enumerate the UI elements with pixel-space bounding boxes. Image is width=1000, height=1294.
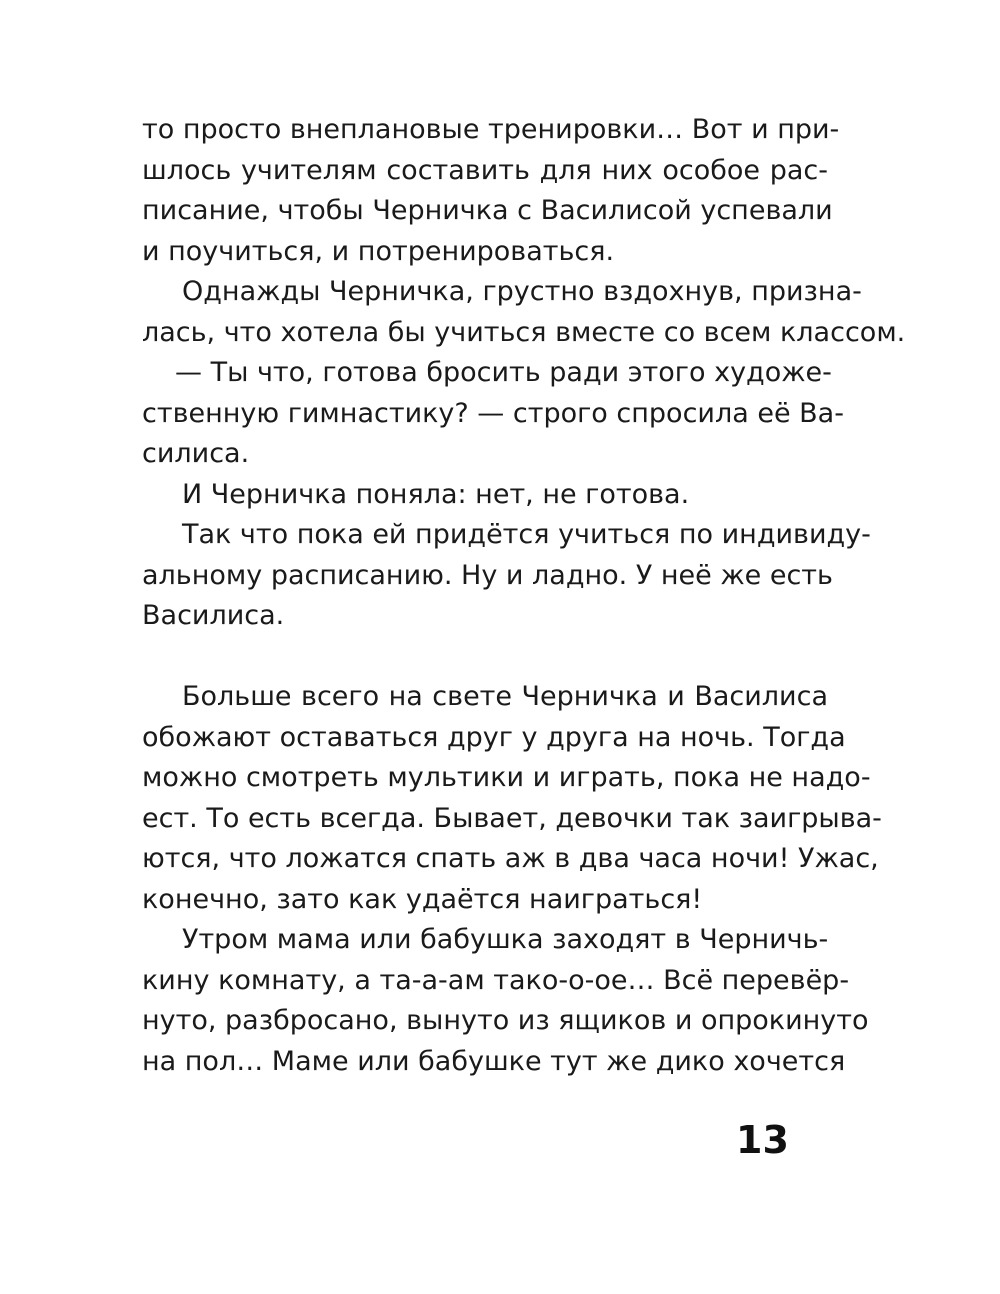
text-section-1 xyxy=(142,110,906,637)
text-line: на пол… Маме или бабушке тут же дико хочется xyxy=(142,1045,846,1077)
text-line: шлось учителям составить для них особое рас- xyxy=(142,154,828,186)
text-line: Больше всего на свете Черничка и Василиса xyxy=(182,681,828,712)
text-line: Однажды Черничка, грустно вздохнув, призна- xyxy=(182,276,862,307)
text-line: альному расписанию. Ну и ладно. У неё же есть xyxy=(142,559,833,591)
text-line: Василиса. xyxy=(142,600,285,631)
text-line: ест. То есть всегда. Бывает, девочки так заигрыва- xyxy=(142,802,882,834)
text-line: обожают оставаться друг у друга на ночь. Тогда xyxy=(142,721,846,753)
dialogue-line: силиса. xyxy=(142,438,250,469)
dialogue-line: — Ты что, готова бросить ради этого художе- xyxy=(175,357,832,388)
text-line: и поучиться, и потренироваться. xyxy=(142,235,615,267)
page-number: 13 xyxy=(736,1118,789,1162)
text-section-2 xyxy=(142,677,882,1082)
text-line: И Черничка поняла: нет, не готова. xyxy=(182,478,690,510)
text-line: Так что пока ей придётся учиться по индивиду- xyxy=(182,519,871,550)
text-line: можно смотреть мультики и играть, пока не надо- xyxy=(142,762,871,793)
text-line: Утром мама или бабушка заходят в Черничь- xyxy=(182,924,829,955)
text-line: то просто внеплановые тренировки… Вот и при- xyxy=(142,114,840,145)
text-line: писание, чтобы Черничка с Василисой успевали xyxy=(142,195,833,226)
text-line: конечно, зато как удаётся наиграться! xyxy=(142,883,703,915)
text-line: кину комнату, а та-а-ам тако-о-ое… Всё перевёр- xyxy=(142,964,850,996)
text-line: ются, что ложатся спать аж в два часа ночи! Ужас, xyxy=(142,843,879,874)
dialogue-line: ственную гимнастику? — строго спросила её Ва- xyxy=(142,397,844,429)
text-line: нуто, разбросано, вынуто из ящиков и опрокинуто xyxy=(142,1005,869,1036)
text-line: лась, что хотела бы учиться вместе со всем классом. xyxy=(142,316,906,348)
